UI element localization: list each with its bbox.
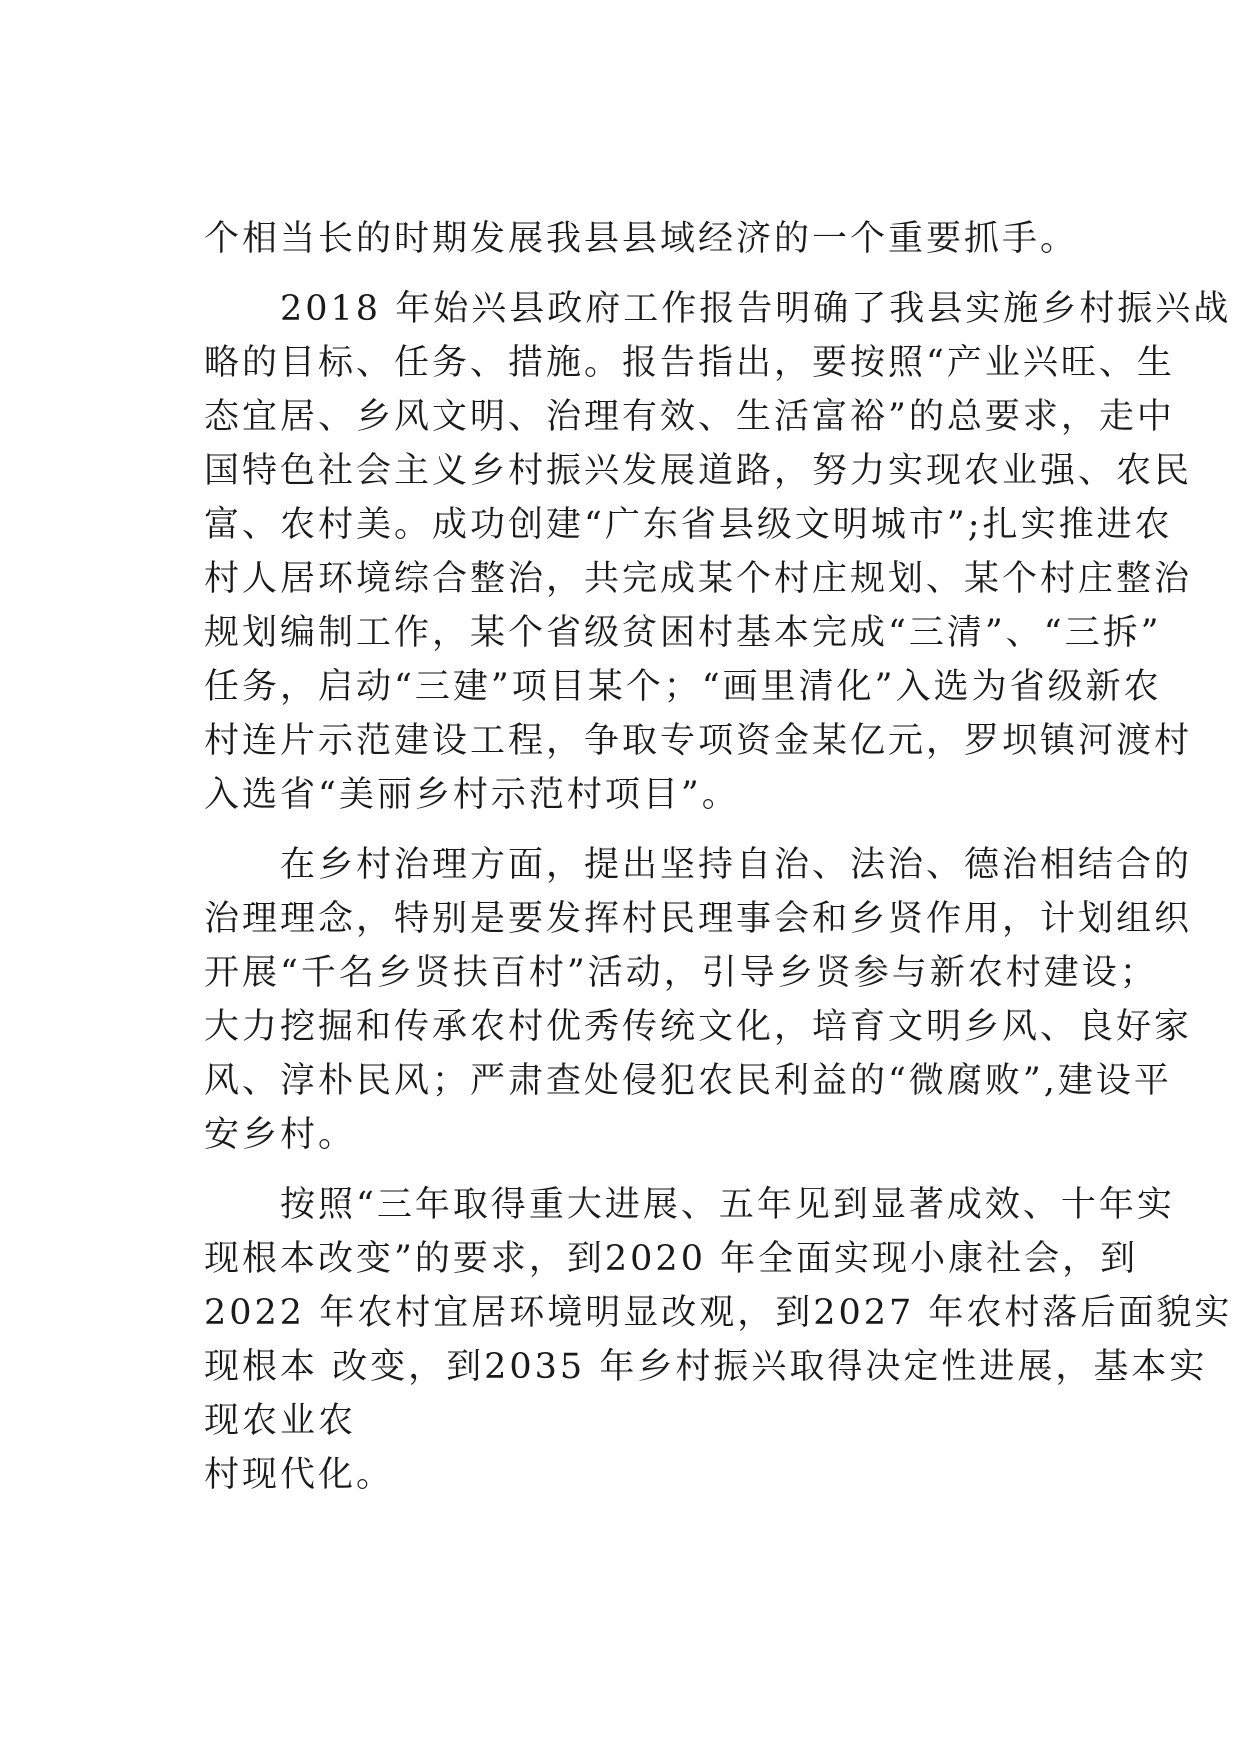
text-line: 在乡村治理方面，提出坚持自治、法治、德治相结合的 [280, 845, 1193, 885]
text-line: 个相当长的时期发展我县县域经济的一个重要抓手。 [204, 219, 1079, 259]
text-line: 入选省“美丽乡村示范村项目”。 [204, 775, 740, 815]
text-line: 态宜居、乡风文明、治理有效、生活富裕”的总要求，走中 [204, 397, 1175, 437]
text-line: 村人居环境综合整治，共完成某个村庄规划、某个村庄整治 [204, 559, 1193, 599]
text-line: 安乡村。 [204, 1115, 357, 1155]
text-line: 治理理念，特别是要发挥村民理事会和乡贤作用，计划组织 [204, 899, 1193, 939]
text-line: 略的目标、任务、措施。报告指出，要按照“产业兴旺、生 [204, 343, 1175, 383]
paragraph-spacing [204, 1162, 1064, 1178]
text-line: 风、淳朴民风；严肃查处侵犯农民利益的“微腐败”,建设平 [204, 1061, 1172, 1101]
text-line: 现根本 改变，到2035 年乡村振兴取得决定性进展，基本实 [204, 1347, 1208, 1387]
text-line: 村连片示范建设工程，争取专项资金某亿元，罗坝镇河渡村 [204, 721, 1193, 761]
document-body [204, 212, 1233, 1502]
paragraph [204, 282, 1232, 822]
text-line: 国特色社会主义乡村振兴发展道路，努力实现农业强、农民 [204, 451, 1193, 491]
text-line: 2018 年始兴县政府工作报告明确了我县实施乡村振兴战 [280, 289, 1232, 329]
paragraph-spacing [204, 266, 1064, 282]
text-line: 2022 年农村宜居环境明显改观，到2027 年农村落后面貌实 [204, 1293, 1233, 1333]
text-line: 富、农村美。成功创建“广东省县级文明城市”;扎实推进农 [204, 505, 1173, 545]
paragraph [204, 212, 1079, 266]
paragraph [204, 1178, 1233, 1502]
text-line: 大力挖掘和传承农村优秀传统文化，培育文明乡风、良好家 [204, 1007, 1193, 1047]
text-line: 村现代化。 [204, 1455, 395, 1495]
text-line: 开展“千名乡贤扶百村”活动，引导乡贤参与新农村建设； [204, 953, 1158, 993]
text-line: 按照“三年取得重大进展、五年见到显著成效、十年实 [280, 1185, 1175, 1225]
paragraph [204, 838, 1193, 1162]
paragraph-spacing [204, 822, 1064, 838]
text-line: 现根本改变”的要求，到2020 年全面实现小康社会，到 [204, 1239, 1139, 1279]
text-line: 规划编制工作，某个省级贫困村基本完成“三清”、“三拆” [204, 613, 1162, 653]
text-line: 现农业农 [204, 1401, 357, 1441]
text-line: 任务，启动“三建”项目某个；“画里清化”入选为省级新农 [204, 667, 1162, 707]
